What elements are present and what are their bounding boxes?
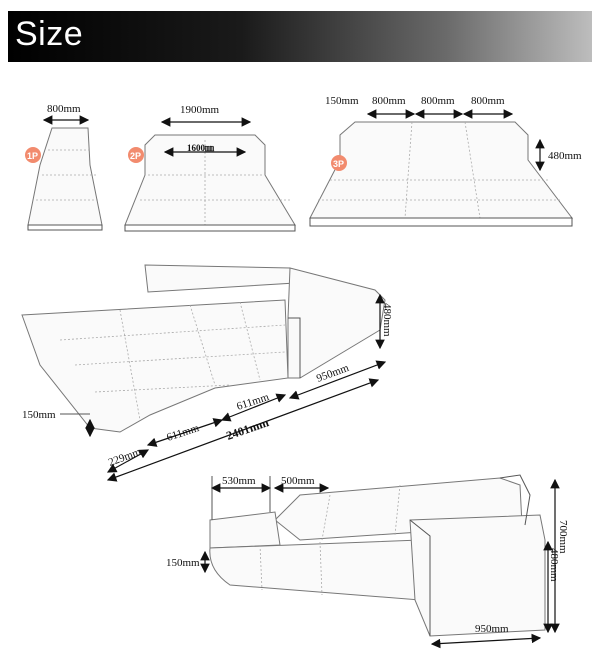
sofa-height-total-label: 700mm	[557, 520, 569, 554]
view-bed-flat	[22, 265, 385, 432]
p1-width-label: 800mm	[47, 103, 81, 115]
view-1p	[25, 103, 102, 230]
p3-badge-label: 3P	[333, 159, 345, 169]
p3-seat3-label: 800mm	[471, 95, 505, 107]
p2-width-label: 1900mm	[180, 104, 220, 116]
bed-step-upper-label: 611mm	[235, 391, 271, 413]
p2-badge-label: 2P	[130, 151, 142, 161]
sofa-height-seat-label: 480mm	[548, 548, 560, 582]
bed-total-label: 2401mm	[224, 415, 271, 443]
sofa-seat-height-label: 150mm	[166, 557, 200, 569]
sofa-arm-label: 530mm	[222, 475, 256, 487]
view-2p	[125, 104, 295, 231]
p2-inner-label: 1600㎜	[187, 143, 215, 153]
bed-step-lower-label: 611mm	[165, 422, 201, 444]
p3-height-label: 480mm	[548, 150, 582, 162]
p3-side-label: 150mm	[325, 95, 359, 107]
bed-depth-label: 950mm	[314, 362, 351, 385]
bed-height-label: 480mm	[381, 303, 393, 337]
view-sofa	[210, 475, 545, 636]
bed-front-label: 229mm	[106, 446, 143, 469]
bed-pad-label: 150mm	[22, 409, 56, 421]
sofa-seat-label: 500mm	[281, 475, 315, 487]
p3-seat2-label: 800mm	[421, 95, 455, 107]
section-title: Size	[15, 15, 84, 53]
sofa-depth-label: 950mm	[475, 623, 509, 635]
p3-seat1-label: 800mm	[372, 95, 406, 107]
p1-badge-label: 1P	[27, 151, 39, 161]
view-3p	[310, 95, 582, 226]
